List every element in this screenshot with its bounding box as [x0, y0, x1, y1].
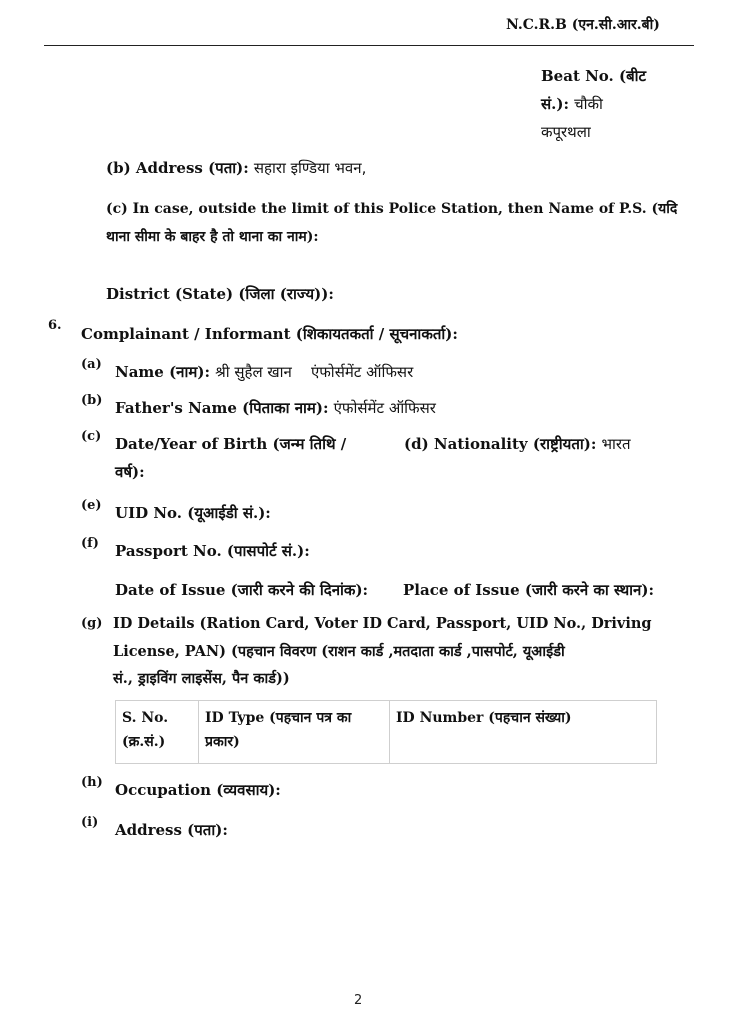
address-i-label: Address (पता):	[115, 821, 228, 839]
nationality-value: भारत	[601, 435, 631, 453]
col-serial-number: S. No. (क्र.सं.)	[116, 701, 199, 764]
father-name-row	[115, 398, 436, 418]
nationality-row	[404, 434, 631, 454]
id-details-line1: ID Details (Ration Card, Voter ID Card, Passport, UID No., Driving	[113, 615, 652, 632]
col-id-type: ID Type (पहचान पत्र का प्रकार)	[199, 701, 390, 764]
name-label: Name (नाम):	[115, 363, 210, 381]
father-name-label: Father's Name (पिताका नाम):	[115, 399, 329, 417]
passport-label: Passport No. (पासपोर्ट सं.):	[115, 542, 310, 560]
uid-label: UID No. (यूआईडी सं.):	[115, 504, 271, 522]
table-header-row	[116, 701, 657, 764]
beat-no-label: Beat No. (बीट	[541, 67, 647, 85]
section-title: Complainant / Informant (शिकायतकर्ता / सूचनाकर्ता):	[81, 325, 458, 343]
dob-label-line1: Date/Year of Birth (जन्म तिथि /	[115, 435, 347, 453]
beat-line2	[541, 94, 603, 114]
outside-ps-line2: थाना सीमा के बाहर है तो थाना का नाम):	[106, 229, 319, 245]
beat-sub-label: सं.):	[541, 95, 569, 113]
place-of-issue-label: Place of Issue (जारी करने का स्थान):	[403, 581, 655, 599]
marker-a: (a)	[81, 357, 102, 372]
section-number: 6.	[48, 318, 62, 333]
header-rule	[44, 45, 694, 46]
marker-i: (i)	[81, 815, 99, 830]
id-details-line2: License, PAN) (पहचान विवरण (राशन कार्ड ,मतदाता कार्ड ,पासपोर्ट, यूआईडी	[113, 643, 565, 660]
header-title: N.C.R.B (एन.सी.आर.बी)	[506, 17, 660, 33]
dob-label-line2: वर्ष):	[115, 463, 145, 481]
address-b-value: सहारा इण्डिया भवन,	[253, 159, 367, 177]
address-b-row	[106, 158, 366, 178]
marker-g: (g)	[81, 616, 103, 631]
occupation-label: Occupation (व्यवसाय):	[115, 781, 281, 799]
beat-value-line3: कपूरथला	[541, 123, 591, 141]
marker-f: (f)	[81, 536, 99, 551]
father-name-value: एंफोर्समेंट ऑफिसर	[333, 399, 436, 417]
id-details-line3: सं., ड्राइविंग लाइसेंस, पैन कार्ड))	[113, 670, 290, 687]
date-of-issue-label: Date of Issue (जारी करने की दिनांक):	[115, 581, 369, 599]
marker-c: (c)	[81, 429, 102, 444]
page-number: 2	[354, 993, 363, 1008]
marker-b: (b)	[81, 393, 103, 408]
id-details-table	[115, 700, 657, 764]
marker-h: (h)	[81, 775, 103, 790]
outside-ps-line1: (c) In case, outside the limit of this Police Station, then Name of P.S. (यदि	[106, 201, 678, 217]
nationality-label: (d) Nationality (राष्ट्रीयता):	[404, 435, 597, 453]
col-id-number: ID Number (पहचान संख्या)	[390, 701, 657, 764]
beat-value: चौकी	[574, 95, 603, 113]
marker-e: (e)	[81, 498, 102, 513]
name-value: श्री सुहैल खान एंफोर्समेंट ऑफिसर	[215, 363, 414, 381]
name-row	[115, 362, 413, 382]
district-label: District (State) (जिला (राज्य)):	[106, 285, 334, 303]
address-b-label: (b) Address (पता):	[106, 159, 249, 177]
